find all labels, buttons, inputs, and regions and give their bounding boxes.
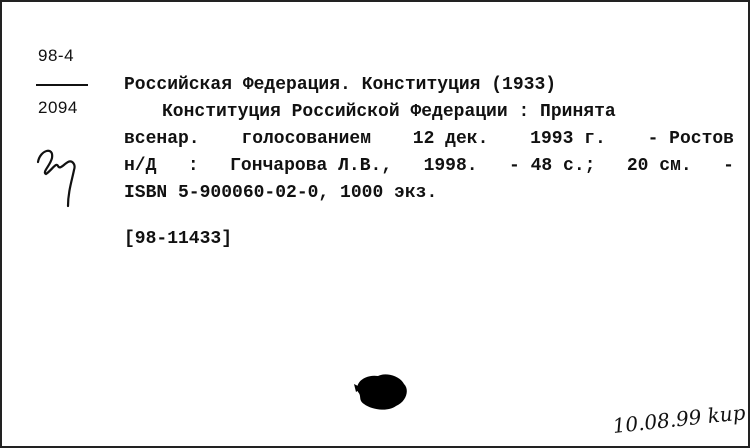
desc-word: всенар. (124, 129, 200, 149)
handwritten-date-note: 10.08.99 kuр (611, 400, 747, 438)
desc-word: - (723, 156, 734, 176)
ink-stamp-blot (352, 370, 412, 414)
title-line: Конституция Российской Федерации : Принята (162, 102, 616, 122)
desc-word: - 48 с.; (509, 156, 596, 176)
handwritten-mark (34, 140, 82, 212)
record-number: [98-11433] (124, 229, 233, 249)
desc-word: голосованием (241, 129, 372, 149)
isbn-line: ISBN 5-900060-02-0, 1000 экз. (124, 183, 438, 203)
code-divider (36, 84, 88, 86)
desc-word: 12 дек. (412, 129, 489, 149)
desc-word: Гончарова Л.В., (230, 156, 393, 176)
heading-line: Российская Федерация. Конституция (1933) (124, 75, 557, 95)
description-line-2 (124, 126, 734, 153)
desc-word: н/Д (124, 156, 157, 176)
author-sign: 2094 (38, 98, 78, 117)
desc-word: 20 см. (626, 156, 692, 176)
desc-word: - Ростов (647, 129, 734, 149)
desc-word: 1998. (423, 156, 478, 176)
desc-word: : (187, 156, 199, 176)
bibliographic-entry (124, 72, 734, 207)
card-border-left (0, 0, 2, 448)
classification-code: 98-4 (38, 46, 75, 65)
desc-word: 1993 г. (530, 129, 606, 149)
description-line-3 (124, 153, 734, 180)
card-border-top (0, 0, 750, 2)
